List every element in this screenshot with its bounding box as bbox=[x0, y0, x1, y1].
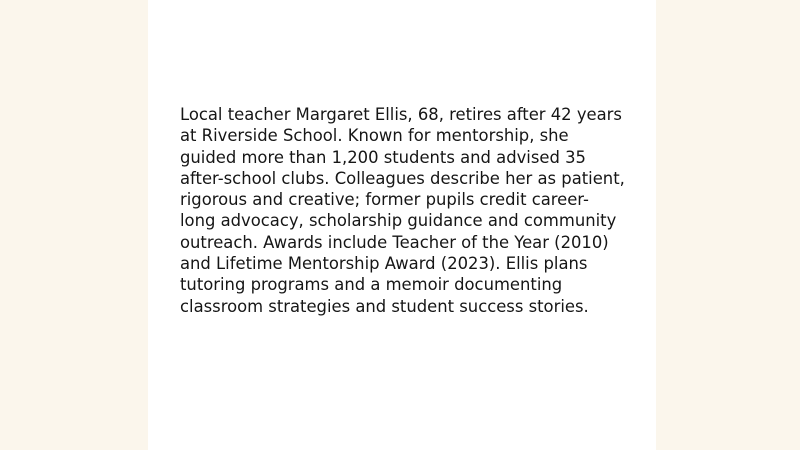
article-line: and Lifetime Mentorship Award (2023). Ellis plans bbox=[180, 254, 588, 274]
article-line: Local teacher Margaret Ellis, 68, retires after 42 years bbox=[180, 105, 622, 124]
article-line: guided more than 1,200 students and advised 35 bbox=[180, 147, 586, 167]
document-page bbox=[148, 0, 656, 450]
article-line: long advocacy, scholarship guidance and community bbox=[180, 211, 617, 231]
article-line: after-school clubs. Colleagues describe her as patient, bbox=[180, 168, 625, 188]
article-line: tutoring programs and a memoir documenting bbox=[180, 275, 563, 295]
article-line: outreach. Awards include Teacher of the Year (2010) bbox=[180, 232, 609, 252]
article-line: classroom strategies and student success stories. bbox=[180, 296, 589, 316]
article-body bbox=[180, 104, 628, 317]
article-line: rigorous and creative; former pupils credit career- bbox=[180, 190, 589, 210]
article-line: at Riverside School. Known for mentorship, she bbox=[180, 126, 569, 146]
